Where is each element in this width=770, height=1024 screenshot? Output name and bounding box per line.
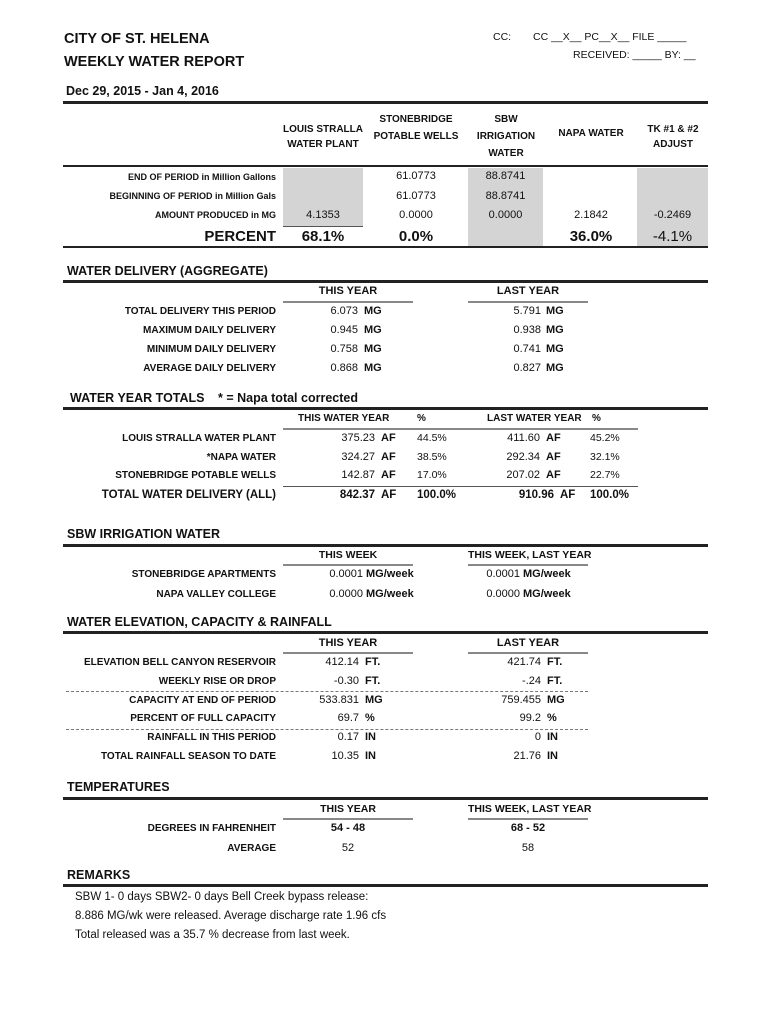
col-header-this-water-year: THIS WATER YEAR [298, 413, 390, 424]
water-year-note: * = Napa total corrected [218, 391, 358, 405]
delivery-this: 0.868 [330, 362, 358, 374]
unit-label: % [365, 712, 375, 725]
divider [63, 101, 708, 104]
col-header-this-year: THIS YEAR [320, 803, 376, 815]
wy-pct: 38.5% [417, 450, 447, 463]
unit-label: MG [546, 362, 564, 374]
row-label: ELEVATION BELL CANYON RESERVOIR [83, 657, 276, 668]
divider [63, 246, 708, 248]
total-this-unit: AF [381, 489, 397, 501]
unit-label: FT. [547, 674, 563, 687]
divider [468, 652, 588, 654]
wy-this: 142.87 [341, 469, 375, 481]
sbw-this: 0.0001 [329, 568, 363, 580]
row-label: *NAPA WATER [206, 451, 276, 463]
delivery-this: 6.073 [330, 305, 358, 317]
section-title-remarks: REMARKS [67, 868, 131, 882]
wy-pct: 44.5% [417, 432, 447, 444]
sbw-last: 0.0000 [486, 588, 520, 600]
row-label: MINIMUM DAILY DELIVERY [146, 344, 276, 355]
remark-line: Total released was a 35.7 % decrease from last week. [75, 929, 350, 941]
delivery-last: 0.938 [513, 324, 541, 336]
value-cell: 88.8741 [485, 190, 526, 202]
divider [283, 564, 413, 566]
unit-label: MG [364, 343, 382, 355]
wy-this: 375.23 [341, 432, 375, 444]
divider [63, 544, 708, 547]
divider [63, 165, 708, 167]
unit-label: MG [546, 305, 564, 317]
elev-last: 99.2 [519, 712, 541, 725]
wy-last: 292.34 [506, 450, 540, 463]
section-title-delivery: WATER DELIVERY (AGGREGATE) [67, 264, 268, 278]
unit-label: MG [546, 324, 564, 336]
row-label: PERCENT OF FULL CAPACITY [130, 713, 276, 725]
col-header-last-year: LAST YEAR [496, 637, 560, 649]
percent-value: -4.1% [652, 228, 693, 245]
total-delivery-label: TOTAL WATER DELIVERY (ALL) [101, 489, 276, 501]
unit-label: FT. [365, 674, 381, 687]
col-header-napa: NAPA WATER [558, 128, 624, 139]
unit-label: AF [381, 450, 396, 463]
divider [63, 631, 708, 634]
unit-label: MG/week [523, 588, 571, 600]
unit-label: MG [365, 693, 383, 706]
row-label: LOUIS STRALLA WATER PLANT [122, 433, 276, 444]
elev-this: -0.30 [333, 674, 359, 687]
unit-label: AF [546, 432, 561, 444]
cc-line: CC __X__ PC__X__ FILE _____ [533, 31, 687, 43]
report-title: WEEKLY WATER REPORT [64, 54, 245, 70]
elev-last: 421.74 [507, 656, 541, 668]
wy-last: 207.02 [506, 469, 540, 481]
col-header-this-week-last-year: THIS WEEK, LAST YEAR [468, 803, 592, 815]
divider [283, 428, 638, 430]
elev-last: 21.76 [513, 750, 541, 762]
unit-label: MG/week [366, 588, 414, 600]
percent-value: 0.0% [398, 228, 434, 245]
total-last-unit: AF [560, 489, 576, 501]
unit-label: MG/week [523, 568, 571, 580]
elev-last: -.24 [522, 674, 541, 687]
wy-pct2: 32.1% [590, 450, 620, 463]
divider [468, 818, 588, 820]
value-cell: 61.0773 [396, 190, 436, 202]
unit-label: MG/week [366, 568, 414, 580]
row-label: STONEBRIDGE POTABLE WELLS [115, 470, 276, 481]
delivery-this: 0.758 [330, 343, 358, 355]
unit-label: MG [364, 362, 382, 374]
city-title: CITY OF ST. HELENA [64, 31, 210, 47]
elev-last: 0 [534, 731, 541, 744]
col-header-this-week-last-year: THIS WEEK, LAST YEAR [468, 549, 592, 561]
row-label: AVERAGE DAILY DELIVERY [143, 363, 276, 374]
divider [283, 226, 363, 227]
unit-label: MG [546, 343, 564, 355]
dashed-divider [66, 729, 588, 730]
percent-value: 68.1% [301, 228, 345, 245]
unit-label: MG [364, 305, 382, 317]
wy-pct: 17.0% [417, 469, 447, 481]
percent-label: PERCENT [204, 228, 276, 245]
total-pct2: 100.0% [590, 489, 630, 501]
sbw-last: 0.0001 [486, 568, 520, 580]
unit-label: AF [546, 450, 561, 463]
received-line: RECEIVED: _____ BY: __ [573, 49, 696, 61]
elev-last: 759.455 [501, 693, 541, 706]
sbw-this: 0.0000 [329, 588, 363, 600]
divider [63, 407, 708, 410]
col-header-last-water-year: LAST WATER YEAR [487, 413, 582, 424]
row-label-beginning-of-period: BEGINNING OF PERIOD in Million Gals [109, 191, 276, 201]
delivery-this: 0.945 [330, 324, 358, 336]
wy-this: 324.27 [341, 450, 375, 463]
total-pct: 100.0% [417, 489, 457, 501]
temp-avg-this: 52 [341, 842, 355, 854]
unit-label: IN [547, 731, 558, 744]
elev-this: 533.831 [319, 693, 359, 706]
unit-label: IN [547, 750, 558, 762]
delivery-last: 0.827 [513, 362, 541, 374]
unit-label: FT. [547, 656, 563, 668]
divider [283, 486, 638, 487]
value-cell: -0.2469 [653, 209, 692, 221]
col-header-tk-adjust: TK #1 & #2 ADJUST [647, 124, 699, 150]
row-label-degrees: DEGREES IN FAHRENHEIT [147, 823, 276, 834]
col-header-louis-stralla: LOUIS STRALLA WATER PLANT [283, 124, 363, 150]
date-range: Dec 29, 2015 - Jan 4, 2016 [66, 84, 219, 98]
wy-last: 411.60 [507, 432, 540, 444]
row-label-average: AVERAGE [227, 843, 276, 854]
divider [283, 652, 413, 654]
row-label: STONEBRIDGE APARTMENTS [131, 569, 276, 580]
divider [283, 301, 413, 303]
divider [468, 301, 588, 303]
row-label: NAPA VALLEY COLLEGE [156, 589, 276, 600]
remark-line: SBW 1- 0 days SBW2- 0 days Bell Creek bypass release: [75, 891, 369, 903]
row-label-end-of-period: END OF PERIOD in Million Gallons [127, 172, 276, 182]
elev-this: 69.7 [337, 712, 359, 725]
unit-label: AF [381, 469, 396, 481]
unit-label: % [547, 712, 557, 725]
elev-this: 412.14 [325, 656, 359, 668]
delivery-last: 5.791 [513, 305, 541, 317]
unit-label: AF [546, 469, 561, 481]
unit-label: AF [381, 432, 396, 444]
wy-pct2: 22.7% [590, 469, 620, 481]
elev-this: 10.35 [331, 750, 359, 762]
value-cell: 88.8741 [485, 170, 526, 182]
divider [283, 818, 413, 820]
value-cell: 2.1842 [574, 209, 608, 221]
section-title-temperatures: TEMPERATURES [67, 780, 170, 794]
temp-this: 54 - 48 [330, 822, 366, 834]
value-cell: 61.0773 [396, 170, 436, 182]
temp-avg-last: 58 [521, 842, 535, 854]
row-label: MAXIMUM DAILY DELIVERY [143, 325, 276, 336]
row-label: RAINFALL IN THIS PERIOD [147, 732, 276, 744]
col-header-this-year: THIS YEAR [318, 637, 378, 649]
remark-line: 8.886 MG/wk were released. Average discharge rate 1.96 cfs [75, 910, 387, 922]
percent-value: 36.0% [569, 228, 613, 245]
col-header-pct2: % [592, 413, 601, 424]
elev-this: 0.17 [337, 731, 359, 744]
temp-last: 68 - 52 [510, 822, 546, 834]
col-header-sbw: SBW IRRIGATION WATER [476, 114, 536, 159]
cc-label: CC: [493, 31, 512, 43]
total-last: 910.96 [518, 489, 554, 501]
row-label-amount-produced: AMOUNT PRODUCED in MG [155, 210, 276, 220]
delivery-last: 0.741 [513, 343, 541, 355]
row-label: WEEKLY RISE OR DROP [158, 675, 276, 687]
row-label: TOTAL RAINFALL SEASON TO DATE [100, 751, 276, 762]
row-label: CAPACITY AT END OF PERIOD [129, 694, 276, 706]
unit-label: IN [365, 750, 376, 762]
section-title-sbw: SBW IRRIGATION WATER [67, 527, 220, 541]
unit-label: IN [365, 731, 376, 744]
value-cell: 0.0000 [488, 209, 523, 221]
divider [63, 280, 708, 283]
unit-label: FT. [365, 656, 381, 668]
unit-label: MG [364, 324, 382, 336]
col-header-this-year: THIS YEAR [318, 285, 378, 297]
section-title-water-year: WATER YEAR TOTALS [70, 391, 205, 405]
value-cell: 4.1353 [306, 209, 340, 221]
row-label: TOTAL DELIVERY THIS PERIOD [124, 306, 276, 317]
col-header-this-week: THIS WEEK [318, 549, 378, 561]
dashed-divider [66, 691, 588, 692]
value-cell: 0.0000 [399, 209, 433, 221]
divider [468, 564, 588, 566]
section-title-elevation: WATER ELEVATION, CAPACITY & RAINFALL [67, 615, 332, 629]
col-header-stonebridge: STONEBRIDGE POTABLE WELLS [373, 114, 459, 142]
wy-pct2: 45.2% [590, 432, 620, 444]
col-header-pct: % [417, 413, 426, 424]
divider [63, 884, 708, 887]
unit-label: MG [547, 693, 565, 706]
total-this: 842.37 [339, 489, 375, 501]
divider [63, 797, 708, 800]
col-header-last-year: LAST YEAR [496, 285, 560, 297]
